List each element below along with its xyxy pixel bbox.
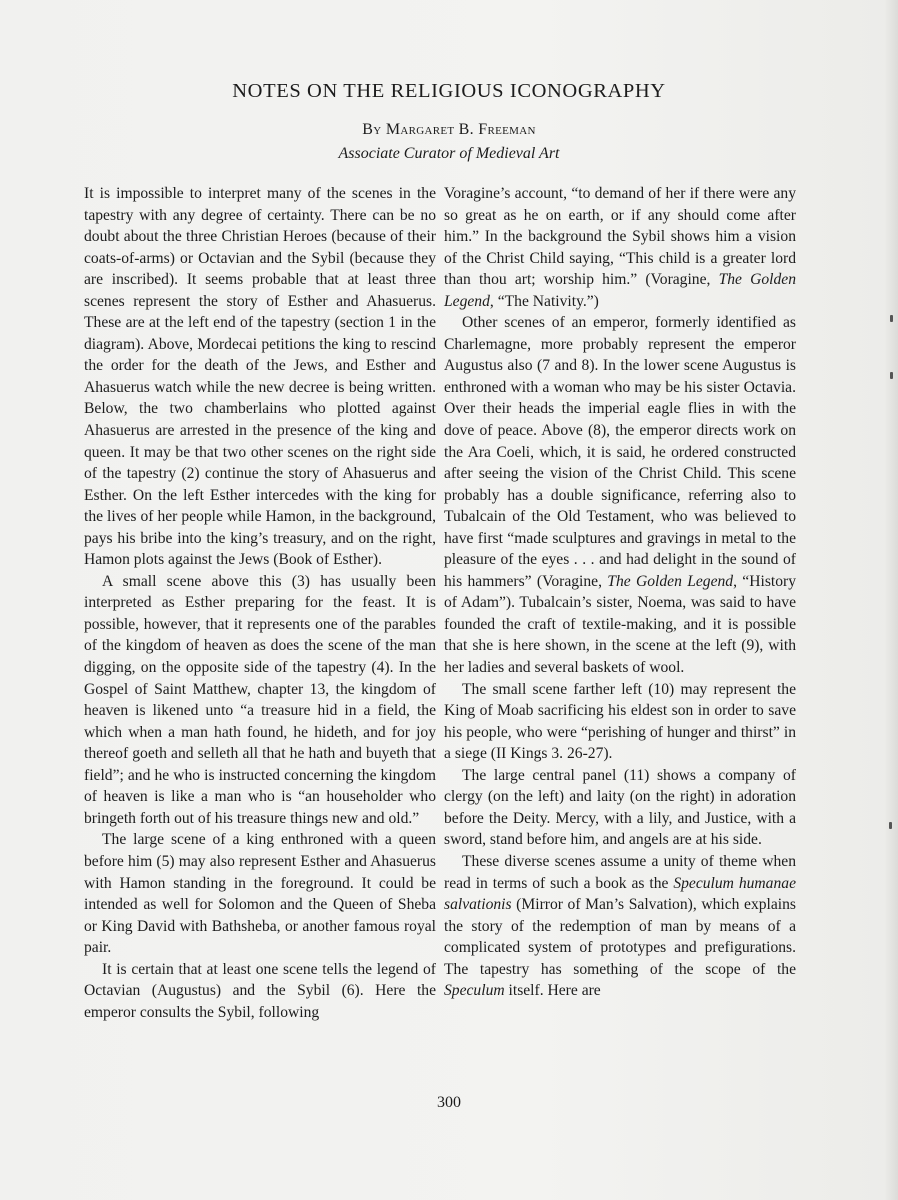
left-column xyxy=(84,183,436,1023)
right-column xyxy=(444,183,796,1002)
italic-title: Speculum xyxy=(444,982,505,1000)
italic-title: The Golden Legend xyxy=(444,271,796,310)
paragraph xyxy=(444,679,796,765)
article-title: NOTES ON THE RELIGIOUS ICONOGRAPHY xyxy=(232,80,666,102)
paragraph xyxy=(444,183,796,312)
paragraph xyxy=(84,571,436,830)
byline-by: By xyxy=(362,121,382,138)
paragraph xyxy=(444,312,796,678)
text-run: , “The Nativity.”) xyxy=(489,292,599,310)
scan-mark xyxy=(890,372,893,379)
paragraph xyxy=(84,829,436,958)
page-edge-shadow xyxy=(884,0,898,1200)
text-run: , “History of Adam”). Tubalcain’s sister, Noema, was said to have founded the craft of textile-making, and it is possible that she is here shown, in the scene at the left (9), with her ladies and several baskets of wool. xyxy=(444,572,797,677)
italic-title: The Golden Legend xyxy=(607,572,734,590)
paragraph xyxy=(84,959,436,1024)
byline xyxy=(0,121,898,139)
italic-title: Speculum humanae salvationis xyxy=(444,874,796,914)
text-run: It is certain that at least one scene tells the legend of Octavian (Augustus) and the Sybil (6). Here the emperor consults the Sybil, following xyxy=(84,960,436,1021)
scan-mark xyxy=(889,822,892,829)
paragraph xyxy=(84,183,436,571)
text-run: The large central panel (11) shows a company of clergy (on the left) and laity (on the right) in adoration before the Deity. Mercy, with a lily, and Justice, with a sword, stand before him, and angels are at his side. xyxy=(444,766,796,849)
text-run: The small scene farther left (10) may represent the King of Moab sacrificing his eldest son in order to save his people, who were “perishing of hunger and thirst” in a siege (II Kings 3. 26-27). xyxy=(444,680,796,763)
text-run: It is impossible to interpret many of the scenes in the tapestry with any degree of certainty. There can be no doubt about the three Christian Heroes (because of their coats-of-arms) or Octavian and the Sybil (because they are inscribed). It seems probable that at least three scenes represent the story of Esther and Ahasuerus. These are at the left end of the tapestry (section 1 in the diagram). Above, Mordecai petitions the king to rescind the order for the death of the Jews, and Esther and Ahasuerus watch while the new decree is being written. Below, the two chamberlains who plotted against Ahasuerus are arrested in the presence of the king and queen. It may be that two other scenes on the right side of the tapestry (2) continue the story of Ahasuerus and Esther. On the left Esther intercedes with the king for the lives of her people while Hamon, in the background, pays his bribe into the king’s treasury, and on the right, Hamon plots against the Jews (Book of Esther). xyxy=(84,185,436,569)
text-run: These diverse scenes assume a unity of theme when read in terms of such a book as the xyxy=(444,852,796,892)
text-run: Voragine’s account, “to demand of her if there were any so great as he on earth, or if any should come after him.” In the background the Sybil shows him a vision of the Christ Child saying, “This child is a greater lord than thou art; worship him.” (Voragine, xyxy=(444,185,796,289)
text-run: The large scene of a king enthroned with a queen before him (5) may also represent Esther and Ahasuerus with Hamon standing in the foreground. It could be intended as well for Solomon and the Queen of Sheba or King David with Bathsheba, or another famous royal pair. xyxy=(84,831,436,957)
paragraph xyxy=(444,851,796,1002)
text-run: (Mirror of Man’s Salvation), which explains the story of the redemption of man by means of a complicated system of prototypes and prefigurations. The tapestry has something of the scope of the xyxy=(444,896,796,978)
text-run: A small scene above this (3) has usually been interpreted as Esther preparing for the feast. It is possible, however, that it represents one of the parables of the kingdom of heaven as does the scene of the man digging, on the opposite side of the tapestry (4). In the Gospel of Saint Matthew, chapter 13, the kingdom of heaven is likened unto “a treasure hid in a field, the which when a man hath found, he hideth, and for joy thereof goeth and selleth all that he hath and buyeth that field”; and he who is instructed concerning the kingdom of heaven is like a man who is “an householder who bringeth forth out of his treasure things new and old.” xyxy=(84,572,436,827)
page-number: 300 xyxy=(437,1094,461,1111)
byline-author: Margaret B. Freeman xyxy=(385,121,536,138)
paragraph xyxy=(444,765,796,851)
author-affiliation: Associate Curator of Medieval Art xyxy=(338,145,560,162)
text-run: itself. Here are xyxy=(504,982,601,1000)
text-run: Other scenes of an emperor, formerly identified as Charlemagne, more probably represent the emperor Augustus also (7 and 8). In the lower scene Augustus is enthroned with a woman who may be his sister Octavia. Over their heads the imperial eagle flies in with the dove of peace. Above (8), the emperor directs work on the Ara Coeli, which, it is said, he ordered constructed after seeing the vision of the Christ Child. This scene probably has a double significance, referring also to Tubalcain of the Old Testament, who was believed to have first “made sculptures and gravings in metal to the pleasure of the eyes . . . and had delight in the sound of his hammers” (Voragine, xyxy=(444,314,796,590)
scan-mark xyxy=(890,315,893,322)
